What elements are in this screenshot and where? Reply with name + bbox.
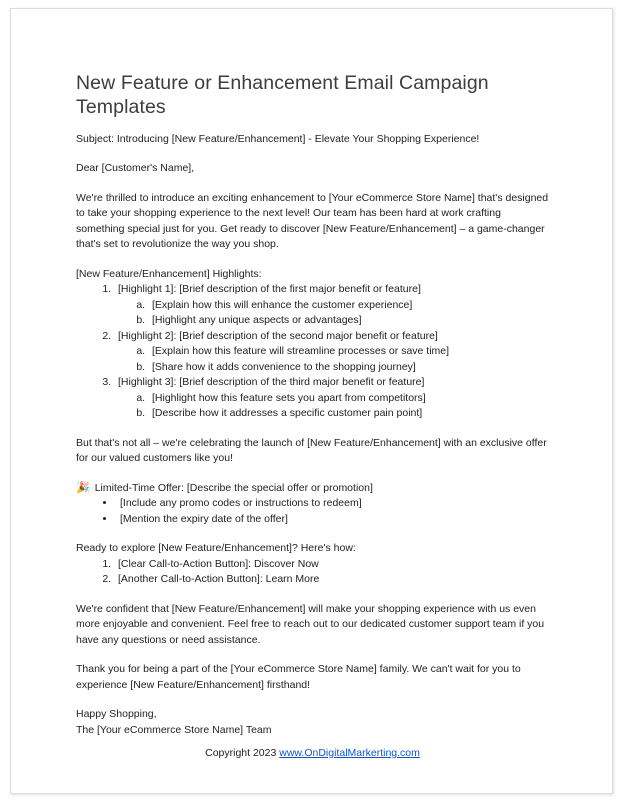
- spacer: [76, 693, 549, 707]
- offer-heading-text: Limited-Time Offer: [Describe the special offer or promotion]: [94, 481, 373, 494]
- list-item: a. [Explain how this feature will streamline processes or save time]: [148, 344, 549, 360]
- highlights-heading: [New Feature/Enhancement] Highlights:: [76, 267, 262, 280]
- list-item: a. [Explain how this will enhance the customer experience]: [148, 298, 549, 314]
- offer-heading-row: [76, 481, 549, 497]
- list-item: [114, 375, 549, 422]
- offer-intro-paragraph: But that's not all – we're celebrating the launch of [New Feature/Enhancement] with an exclusive offer for our valued customers like you!: [76, 436, 547, 465]
- list-item: 1. [Clear Call-to-Action Button]: Discover Now: [114, 557, 549, 573]
- spacer: [76, 648, 549, 662]
- spacer: [76, 467, 549, 481]
- salutation: Dear [Customer's Name],: [76, 162, 195, 175]
- highlight-main-text: [Highlight 1]: [Brief description of the first major benefit or feature]: [118, 283, 421, 296]
- document-page: [10, 8, 613, 794]
- footer: [11, 747, 613, 759]
- cta-heading: Ready to explore [New Feature/Enhancement]? Here's how:: [76, 542, 356, 555]
- website-link[interactable]: www.OnDigitalMarkerting.com: [279, 747, 420, 759]
- list-item: [114, 329, 549, 376]
- highlight-sublist: [118, 391, 549, 422]
- closing-paragraph: We're confident that [New Feature/Enhancement] will make your shopping experience with us even more enjoyable and convenient. Feel free to reach out to our dedicated customer support team if you have any questions or need assistance.: [76, 602, 545, 646]
- list-item: a. [Highlight how this feature sets you apart from competitors]: [148, 391, 549, 407]
- offer-details-list: [76, 496, 549, 527]
- highlight-sublist: [118, 344, 549, 375]
- thanks-paragraph: Thank you for being a part of the [Your eCommerce Store Name] family. We can't wait for you to experience [New Feature/Enhancement] firsthand!: [76, 663, 521, 691]
- list-item: • [Include any promo codes or instructions to redeem]: [116, 496, 549, 512]
- spacer: [76, 588, 549, 602]
- page-title: New Feature or Enhancement Email Campaign Templates: [76, 72, 489, 119]
- list-item: 2. [Another Call-to-Action Button]: Learn More: [114, 572, 549, 588]
- subject-line: Subject: Introducing [New Feature/Enhancement] - Elevate Your Shopping Experience!: [76, 132, 480, 145]
- spacer: [76, 422, 549, 436]
- spacer: [76, 527, 549, 541]
- spacer: [76, 177, 549, 191]
- highlight-main-text: [Highlight 2]: [Brief description of the second major benefit or feature]: [118, 329, 438, 342]
- list-item: • [Mention the expiry date of the offer]: [116, 512, 549, 528]
- cta-list: [76, 557, 549, 588]
- copyright-text: Copyright 2023: [205, 747, 280, 759]
- list-item: b. [Describe how it addresses a specific customer pain point]: [148, 406, 549, 422]
- spacer: [76, 253, 549, 267]
- signoff-line-2: The [Your eCommerce Store Name] Team: [76, 723, 272, 736]
- highlight-sublist: [118, 298, 549, 329]
- list-item: [114, 282, 549, 329]
- intro-paragraph: We're thrilled to introduce an exciting enhancement to [Your eCommerce Store Name] that's designed to take your shopping experience to the next level! Our team has been hard at work crafting something special just for you. Get ready to discover [New Feature/Enhancement] – a game-changer that's set to revolutionize the way you shop.: [76, 191, 549, 251]
- highlights-list: [76, 282, 549, 422]
- party-popper-icon: 🎉: [76, 481, 90, 494]
- spacer: [76, 147, 549, 161]
- document-content: [76, 71, 549, 738]
- list-item: b. [Highlight any unique aspects or advantages]: [148, 313, 549, 329]
- highlight-main-text: [Highlight 3]: [Brief description of the third major benefit or feature]: [118, 376, 425, 389]
- list-item: b. [Share how it adds convenience to the shopping journey]: [148, 360, 549, 376]
- signoff-line-1: Happy Shopping,: [76, 708, 157, 721]
